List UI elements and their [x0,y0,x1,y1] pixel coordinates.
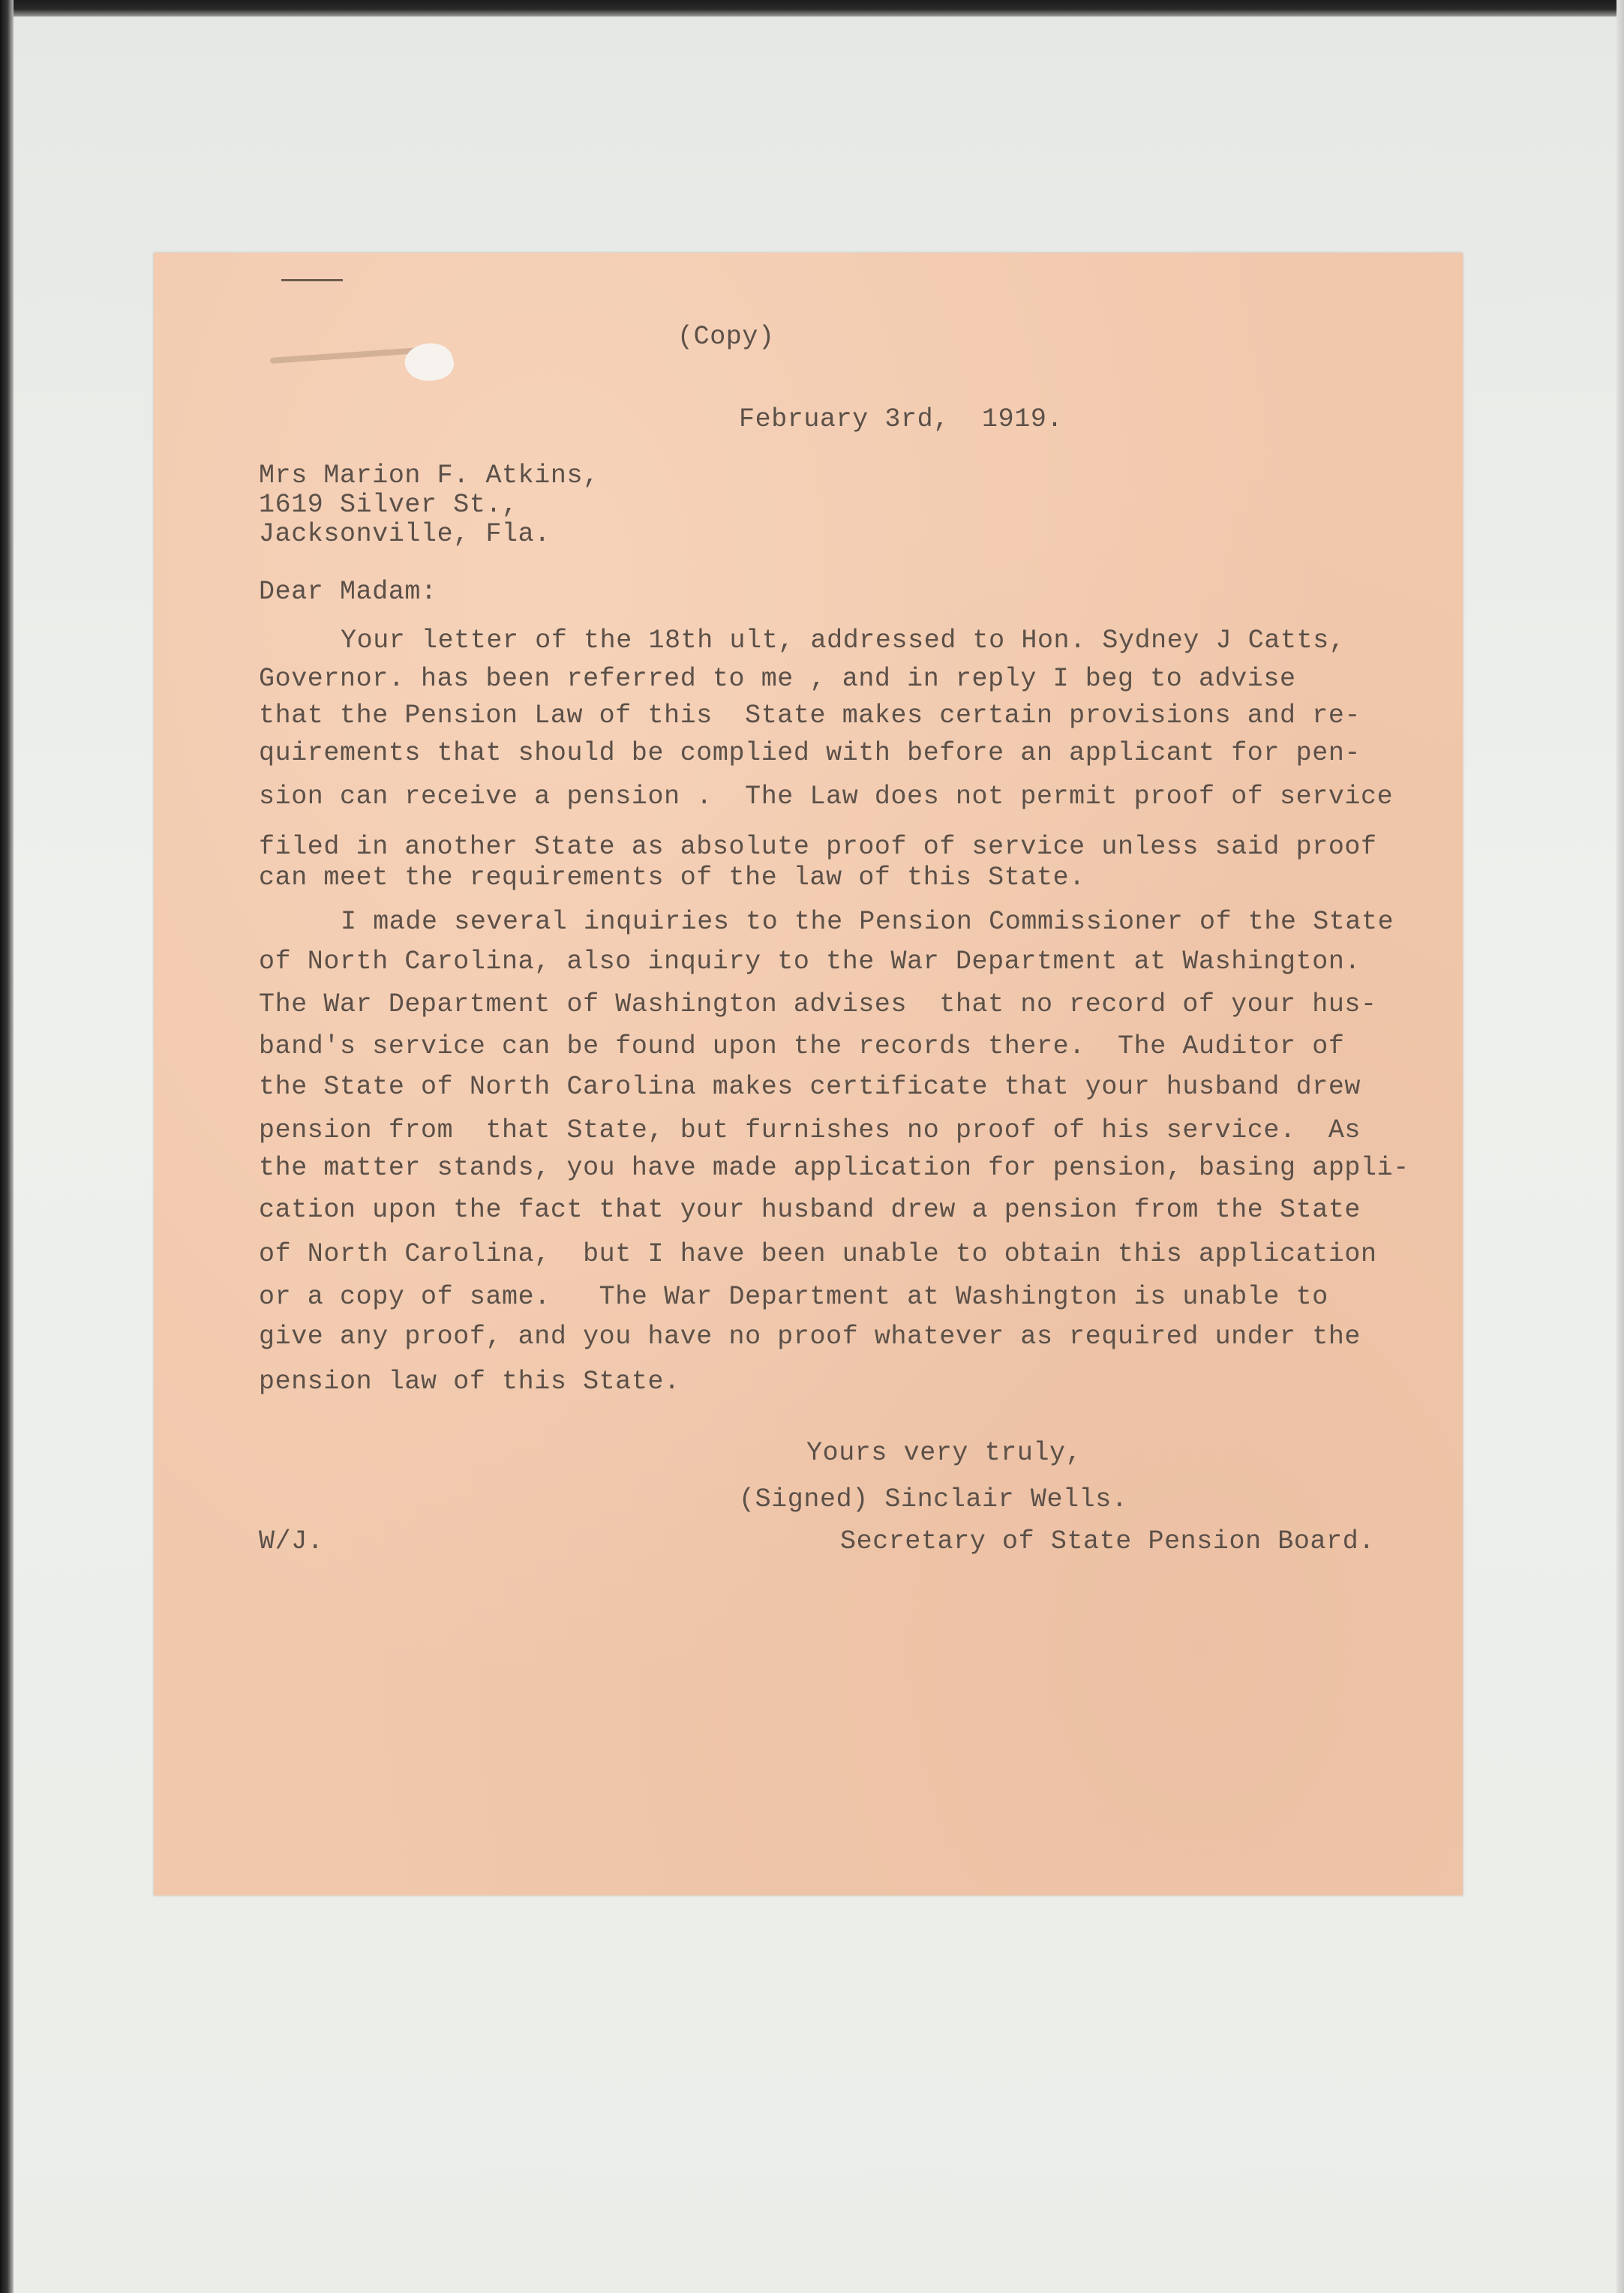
body-line: filed in another State as absolute proof of service unless said proof [259,832,1377,862]
body-line: The War Department of Washington advises that no record of your hus- [259,989,1377,1019]
typist-initials: W/J. [259,1526,324,1556]
body-line: the matter stands, you have made application for pension, basing appli- [259,1153,1409,1183]
signature-title: Secretary of State Pension Board. [840,1526,1375,1556]
body-line: or a copy of same. The War Department at Washington is unable to [259,1282,1328,1312]
scanner-top-edge [0,0,1624,17]
body-line: that the Pension Law of this State makes certain provisions and re- [259,701,1361,731]
body-line: Your letter of the 18th ult, addressed to Hon. Sydney J Catts, [341,626,1346,656]
body-line: of North Carolina, but I have been unable to obtain this application [259,1239,1377,1269]
signed-name: (Signed) Sinclair Wells. [739,1484,1128,1514]
body-line: Governor. has been referred to me , and in reply I beg to advise [259,664,1296,694]
letter-date: February 3rd, 1919. [739,404,1064,434]
body-line: pension law of this State. [259,1367,680,1397]
body-line: cation upon the fact that your husband drew a pension from the State [259,1195,1361,1225]
address-line: 1619 Silver St., [259,490,518,520]
body-line: pension from that State, but furnishes no proof of his service. As [259,1115,1361,1145]
body-line: can meet the requirements of the law of this State. [259,863,1085,893]
body-line: the State of North Carolina makes certificate that your husband drew [259,1072,1361,1102]
scanner-left-edge [0,0,14,2293]
closing: Yours very truly, [806,1438,1082,1468]
body-line: quirements that should be complied with before an applicant for pen- [259,738,1361,768]
copy-mark: (Copy) [677,322,775,352]
address-line: Mrs Marion F. Atkins, [259,461,599,491]
body-line: sion can receive a pension . The Law does not permit proof of service [259,782,1394,812]
body-line: of North Carolina, also inquiry to the War Department at Washington. [259,947,1361,977]
salutation: Dear Madam: [259,577,437,607]
address-line: Jacksonville, Fla. [259,519,551,549]
scanner-right-edge [1616,0,1624,2293]
body-line: band's service can be found upon the records there. The Auditor of [259,1031,1345,1061]
body-line: give any proof, and you have no proof whatever as required under the [259,1322,1361,1352]
body-line: I made several inquiries to the Pension Commissioner of the State [341,907,1394,937]
pen-mark [281,279,343,281]
